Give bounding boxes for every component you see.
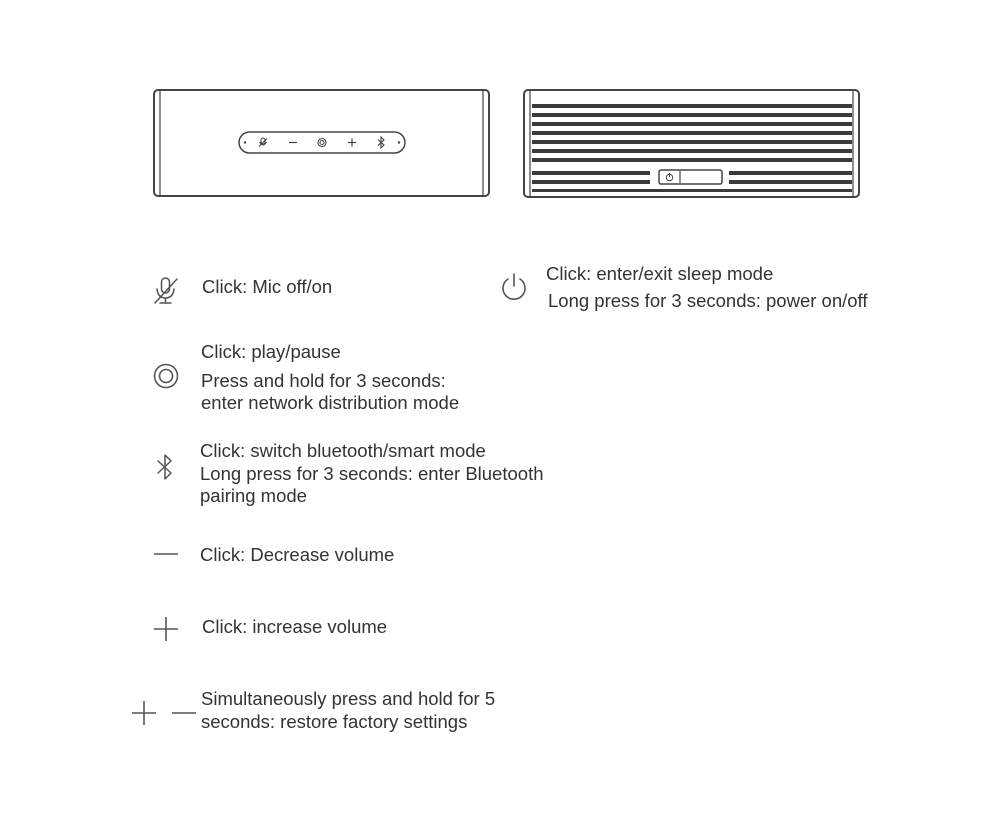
reset-description-block: [201, 688, 495, 733]
power-description-block: [546, 263, 868, 312]
mini-plus-icon: [348, 139, 356, 147]
reset-minus-icon: [171, 705, 197, 721]
bluetooth-icon: [156, 454, 174, 480]
bluetooth-line-1: Click: switch bluetooth/smart mode: [200, 440, 486, 461]
bluetooth-line-2: Long press for 3 seconds: enter Bluetooth: [200, 462, 544, 484]
power-line-2: Long press for 3 seconds: power on/off: [548, 289, 868, 311]
play-line-1: Click: play/pause: [201, 341, 341, 362]
mini-bluetooth-icon: [378, 137, 384, 148]
control-panel: [239, 132, 405, 153]
play-pause-ring-icon: [153, 363, 179, 389]
minus-icon: [153, 546, 179, 562]
play-description-block: [201, 341, 459, 415]
reset-line-2: seconds: restore factory settings: [201, 710, 468, 732]
play-line-3: enter network distribution mode: [201, 392, 460, 413]
power-icon: [500, 272, 528, 302]
reset-plus-icon: [131, 700, 157, 726]
bluetooth-line-3: pairing mode: [200, 485, 307, 506]
volume-up-description: Click: increase volume: [202, 616, 388, 637]
play-line-2: Press and hold for 3 seconds:: [201, 369, 446, 391]
mini-play-ring-icon: [318, 139, 326, 147]
back-power-switch: [659, 170, 722, 184]
speaker-back-view: [524, 90, 859, 197]
mic-off-icon: [152, 276, 180, 306]
speaker-top-view: [154, 90, 489, 196]
power-line-1: Click: enter/exit sleep mode: [546, 263, 774, 284]
mic-description: Click: Mic off/on: [202, 276, 333, 297]
volume-down-description: Click: Decrease volume: [200, 544, 395, 565]
speaker-illustrations: [0, 0, 1000, 220]
mini-mic-off-icon: [259, 138, 267, 147]
reset-line-1: Simultaneously press and hold for 5: [201, 688, 496, 709]
plus-icon: [153, 616, 179, 642]
bluetooth-description-block: [200, 440, 544, 508]
